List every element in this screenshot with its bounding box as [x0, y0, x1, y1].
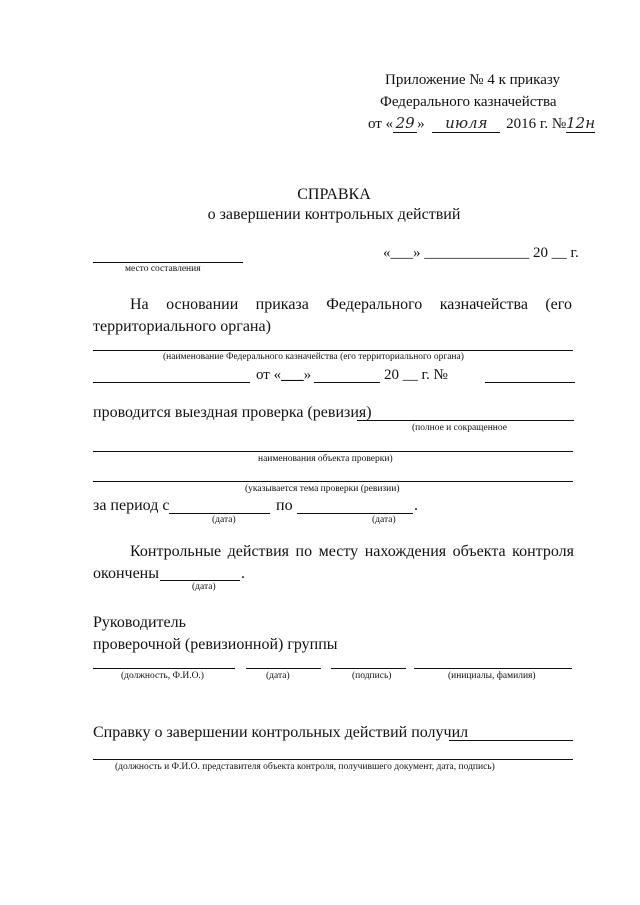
appendix-year: 2016 г. №	[506, 116, 567, 132]
order-month-field[interactable]	[314, 382, 380, 383]
head-position-field[interactable]	[93, 668, 235, 669]
order-year-label: 20 __ г. №	[384, 367, 448, 383]
appendix-quote-close: »	[417, 116, 425, 132]
order-date-label: от «___»	[256, 367, 312, 383]
appendix-from: от «	[368, 116, 394, 132]
head-caption-initials: (инициалы, фамилия)	[448, 671, 536, 681]
head-caption-position: (должность, Ф.И.О.)	[121, 671, 204, 681]
period-to-label: по	[276, 497, 293, 514]
completion-caption: (дата)	[192, 582, 216, 592]
appendix-line-1: Приложение № 4 к приказу	[385, 72, 560, 88]
head-date-field[interactable]	[246, 668, 321, 669]
order-field-1[interactable]	[93, 382, 250, 383]
appendix-line-3	[368, 114, 595, 133]
head-line-1: Руководитель	[93, 614, 186, 631]
head-caption-sign: (подпись)	[352, 671, 392, 681]
org-caption: (наименование Федерального казначейства (его территориального органа)	[163, 352, 464, 362]
object-name-field[interactable]	[93, 451, 573, 452]
object-caption: наименования объекта проверки)	[258, 454, 393, 464]
appendix-number: 12н	[566, 114, 596, 132]
head-caption-date: (дата)	[266, 671, 290, 681]
audit-label: проводится выездная проверка (ревизия)	[93, 404, 372, 421]
period-dot: .	[414, 497, 418, 514]
place-field[interactable]	[93, 262, 243, 263]
period-from-field[interactable]	[169, 513, 270, 514]
date-field[interactable]: «___» ______________ 20 __ г.	[383, 245, 579, 261]
audit-caption-full-short: (полное и сокращенное	[412, 423, 507, 433]
basis-line-1: На основании приказа Федерального казначейства (его	[130, 296, 572, 313]
head-line-2: проверочной (ревизионной) группы	[93, 636, 338, 653]
appendix-day: 29	[393, 114, 417, 133]
completion-line-2: окончены	[93, 565, 159, 582]
place-caption: место составления	[125, 264, 201, 274]
page-title: СПРАВКА	[297, 186, 371, 203]
topic-caption: (указывается тема проверки (ревизии)	[245, 484, 400, 494]
period-from-label: за период с	[93, 497, 170, 514]
received-label: Справку о завершении контрольных действий получил	[93, 724, 469, 741]
completion-date-field[interactable]	[160, 580, 240, 581]
order-number-field[interactable]	[485, 382, 575, 383]
completion-line-1: Контрольные действия по месту нахождения объекта контроля	[130, 543, 574, 560]
head-initials-field[interactable]	[414, 668, 572, 669]
appendix-month: июля	[432, 114, 500, 133]
received-field-2[interactable]	[93, 759, 573, 760]
appendix-line-2: Федерального казначейства	[380, 94, 557, 110]
received-caption: (должность и Ф.И.О. представителя объекта контроля, получившего документ, дата, подпись)	[115, 762, 495, 772]
topic-field[interactable]	[93, 481, 573, 482]
page-subtitle: о завершении контрольных действий	[207, 206, 461, 223]
completion-dot: .	[241, 565, 245, 582]
basis-line-2: территориального органа)	[93, 318, 271, 335]
head-sign-field[interactable]	[331, 668, 406, 669]
period-to-field[interactable]	[297, 513, 413, 514]
audit-name-field[interactable]	[357, 420, 574, 421]
period-caption-1: (дата)	[212, 515, 236, 525]
received-field-1[interactable]	[449, 740, 573, 741]
org-name-field[interactable]	[93, 350, 573, 351]
period-caption-2: (дата)	[372, 515, 396, 525]
